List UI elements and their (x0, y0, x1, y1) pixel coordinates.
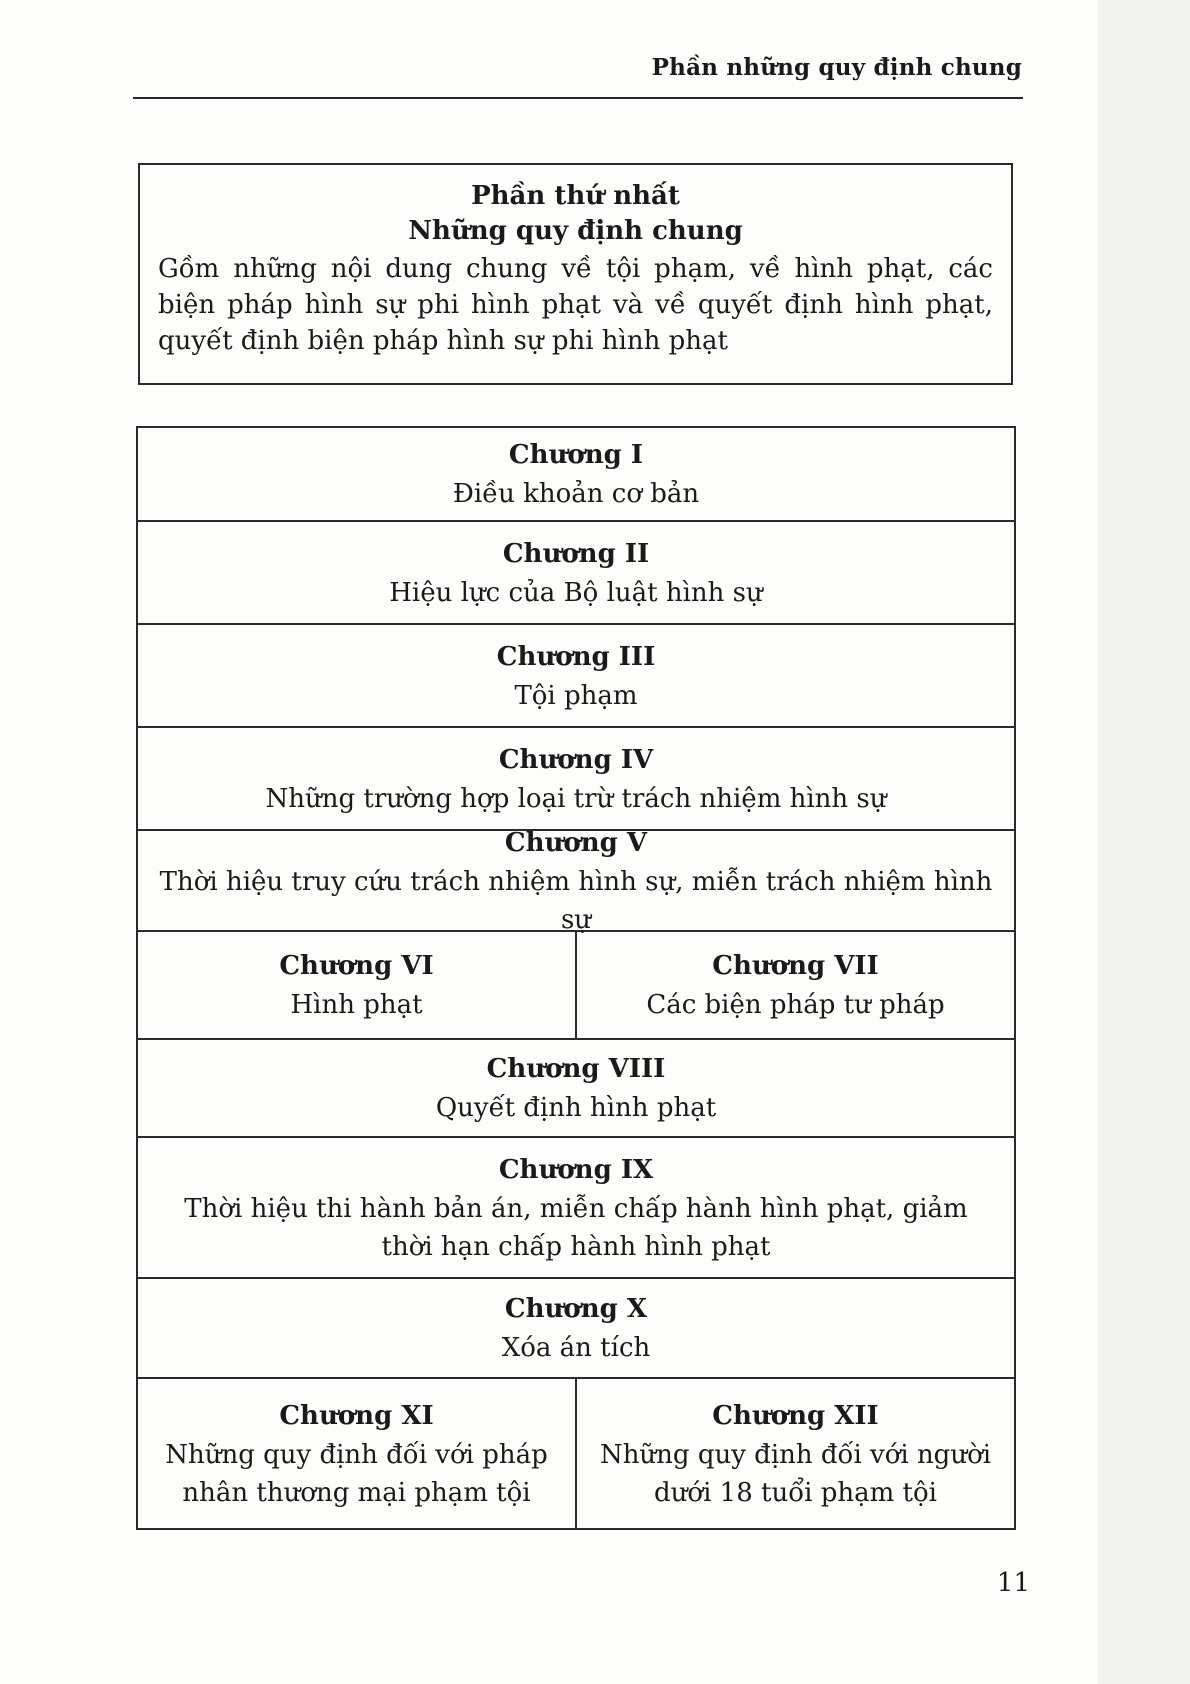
chapter-box-4 (138, 728, 1014, 829)
page-number: 11 (996, 1568, 1030, 1598)
chapter-name: Những quy định đối với pháp nhân thương mại phạm tội (165, 1439, 548, 1508)
chapter-name: Điều khoản cơ bản (452, 479, 700, 509)
chapter-box-2 (138, 522, 1014, 623)
chapter-row (138, 522, 1014, 625)
chapter-box-12 (575, 1379, 1014, 1528)
chapter-name: Những quy định đối với người dưới 18 tuổi phạm tội (599, 1439, 992, 1508)
chapter-row (138, 625, 1014, 728)
running-header: Phần những quy định chung (651, 54, 1022, 81)
chapter-name: Tội phạm (514, 680, 638, 711)
chapter-title: Chương XI (279, 1400, 434, 1431)
chapter-title: Chương VI (279, 951, 434, 981)
chapter-box-1 (138, 428, 1014, 520)
part-box (138, 163, 1013, 385)
chapter-title: Chương III (496, 641, 656, 672)
chapter-name: Xóa án tích (501, 1333, 651, 1363)
chapter-box-8 (138, 1040, 1014, 1136)
chapter-name: Các biện pháp tư pháp (646, 990, 945, 1020)
chapter-row (138, 428, 1014, 522)
chapter-title: Chương XII (712, 1400, 879, 1431)
part-description: Gồm những nội dung chung về tội phạm, về hình phạt, các biện pháp hình sự phi hình phạt và về quyết định hình phạt, quyết định biện pháp hình sự phi hình phạt (158, 254, 993, 356)
chapter-title: Chương IX (498, 1154, 654, 1185)
chapter-box-6 (138, 932, 575, 1038)
chapter-title: Chương V (504, 827, 648, 858)
chapter-name: Những trường hợp loại trừ trách nhiệm hình sự (265, 783, 887, 814)
chapter-chart (136, 426, 1016, 1530)
chapter-box-11 (138, 1379, 575, 1528)
chapter-title: Chương VIII (486, 1054, 666, 1084)
chapter-row (138, 932, 1014, 1040)
chapter-row (138, 728, 1014, 831)
chapter-name: Hình phạt (290, 990, 423, 1020)
page-edge-shadow (1098, 0, 1190, 1684)
chapter-title: Chương X (504, 1294, 648, 1324)
chapter-title: Chương VII (712, 951, 879, 981)
chapter-title: Chương II (502, 538, 650, 569)
chapter-box-9 (138, 1138, 1014, 1277)
chapter-title: Chương IV (498, 744, 654, 775)
chapter-name: Thời hiệu thi hành bản án, miễn chấp hành hình phạt, giảm thời hạn chấp hành hình phạt (184, 1193, 968, 1262)
chapter-box-10 (138, 1279, 1014, 1377)
chapter-name: Thời hiệu truy cứu trách nhiệm hình sự, miễn trách nhiệm hình sự (159, 866, 993, 935)
chapter-row (138, 1138, 1014, 1279)
chapter-row (138, 827, 1014, 935)
part-title: Phần thứ nhất (471, 181, 680, 211)
chapter-row (138, 1279, 1014, 1379)
chapter-name: Quyết định hình phạt (435, 1093, 717, 1123)
chapter-box-7 (575, 932, 1014, 1038)
chapter-row (138, 1040, 1014, 1138)
chapter-box-3 (138, 625, 1014, 726)
chapter-title: Chương I (508, 440, 644, 470)
part-subtitle: Những quy định chung (408, 216, 743, 246)
chapter-name: Hiệu lực của Bộ luật hình sự (389, 577, 763, 608)
chapter-row (138, 1379, 1014, 1528)
header-rule (133, 97, 1023, 99)
chapter-box-5 (138, 827, 1014, 935)
